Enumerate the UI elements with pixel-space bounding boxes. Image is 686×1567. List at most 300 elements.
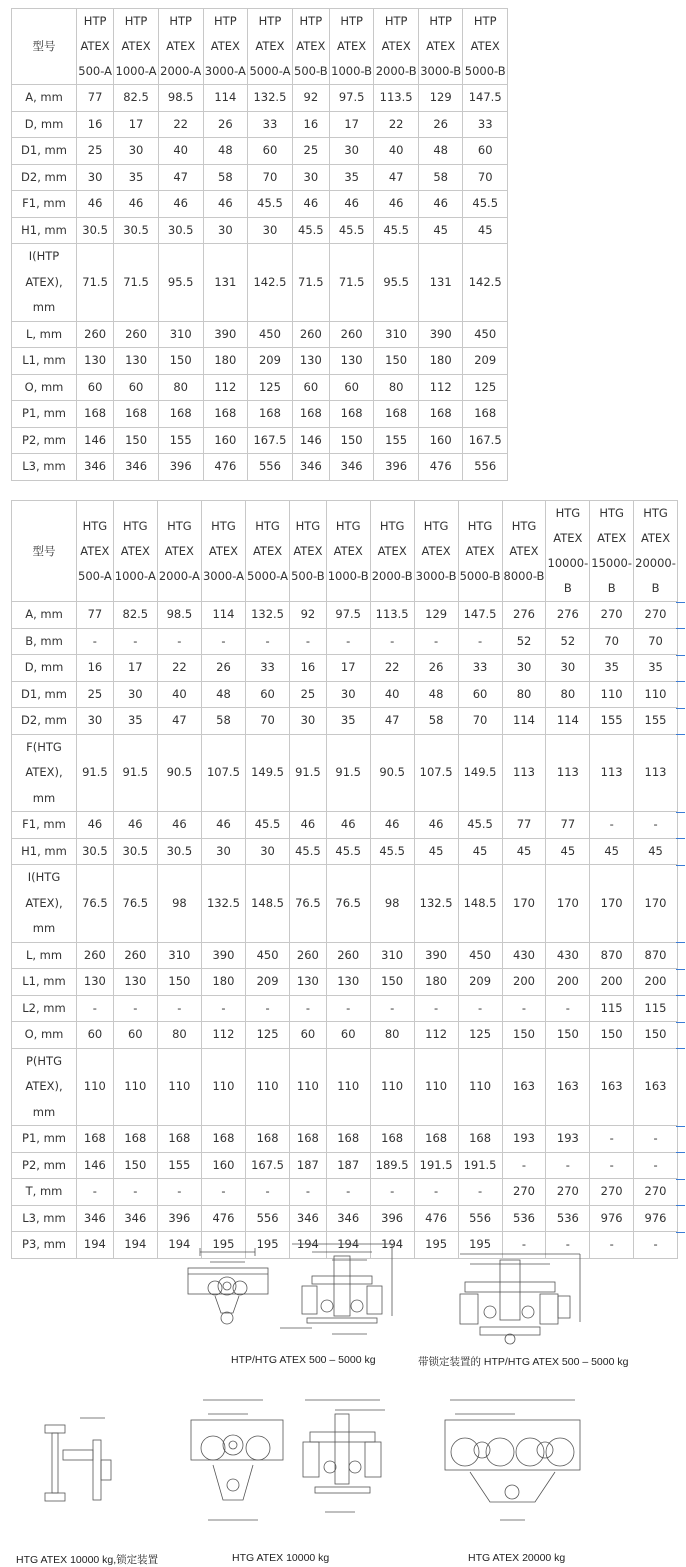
- row-edge-marker: [676, 655, 685, 656]
- table-cell: -: [326, 995, 370, 1022]
- table-cell: 77: [546, 812, 590, 839]
- table-cell: 30: [546, 655, 590, 682]
- table-cell: 976: [634, 1205, 678, 1232]
- table-cell: 390: [418, 321, 463, 348]
- table-cell: 80: [158, 374, 203, 401]
- header-row: [12, 501, 678, 602]
- table-cell: 48: [418, 138, 463, 165]
- table-cell: 30.5: [77, 838, 114, 865]
- table-cell: 46: [113, 812, 157, 839]
- table-cell: 155: [590, 708, 634, 735]
- table-cell: 46: [201, 812, 245, 839]
- table-cell: 26: [418, 111, 463, 138]
- table-cell: 180: [203, 348, 248, 375]
- table-cell: 270: [590, 1179, 634, 1206]
- row-label: L3, mm: [12, 454, 77, 481]
- table-cell: 97.5: [326, 602, 370, 629]
- table-cell: 76.5: [290, 865, 327, 943]
- table-cell: 976: [590, 1205, 634, 1232]
- table-cell: 48: [203, 138, 248, 165]
- table-cell: 47: [370, 708, 414, 735]
- table-cell: 130: [290, 969, 327, 996]
- table-cell: 209: [248, 348, 293, 375]
- table-cell: 193: [502, 1126, 546, 1153]
- table-cell: -: [414, 628, 458, 655]
- table-cell: 25: [77, 138, 114, 165]
- table-cell: 40: [374, 138, 419, 165]
- table-cell: 70: [634, 628, 678, 655]
- row-label: H1, mm: [12, 838, 77, 865]
- model-column-header: HTG ATEX 2000-B: [370, 501, 414, 602]
- table-cell: 60: [77, 1022, 114, 1049]
- table-cell: 45: [634, 838, 678, 865]
- table-row: [12, 348, 508, 375]
- table-cell: 22: [157, 655, 201, 682]
- table-cell: 46: [114, 191, 159, 218]
- table-cell: 870: [590, 942, 634, 969]
- table-cell: 142.5: [248, 244, 293, 322]
- table-cell: 98: [157, 865, 201, 943]
- table-cell: 163: [590, 1048, 634, 1126]
- table-cell: 148.5: [458, 865, 502, 943]
- table-cell: 45.5: [326, 838, 370, 865]
- table-cell: 48: [201, 681, 245, 708]
- table-cell: 146: [77, 427, 114, 454]
- row-label: L3, mm: [12, 1205, 77, 1232]
- table-cell: 45.5: [292, 217, 329, 244]
- table-cell: -: [246, 1179, 290, 1206]
- table-cell: -: [634, 1126, 678, 1153]
- table-cell: 200: [546, 969, 590, 996]
- table-cell: 47: [158, 164, 203, 191]
- model-column-header: HTP ATEX 500-A: [77, 9, 114, 85]
- table-cell: 430: [546, 942, 590, 969]
- table-row: [12, 655, 678, 682]
- table-row: [12, 85, 508, 112]
- table-cell: 46: [370, 812, 414, 839]
- table-cell: 260: [77, 321, 114, 348]
- table-cell: 160: [203, 427, 248, 454]
- row-label: B, mm: [12, 628, 77, 655]
- table-cell: 132.5: [414, 865, 458, 943]
- row-label: L, mm: [12, 321, 77, 348]
- table-row: [12, 1022, 678, 1049]
- table-cell: -: [414, 995, 458, 1022]
- table-cell: -: [458, 628, 502, 655]
- table-cell: 30.5: [77, 217, 114, 244]
- table-row: [12, 995, 678, 1022]
- table-cell: 60: [292, 374, 329, 401]
- row-label: L1, mm: [12, 969, 77, 996]
- table-cell: 77: [502, 812, 546, 839]
- row-edge-marker: [676, 942, 685, 943]
- table-cell: 536: [546, 1205, 590, 1232]
- table-cell: 450: [463, 321, 508, 348]
- table-cell: 76.5: [113, 865, 157, 943]
- table-row: [12, 164, 508, 191]
- table-cell: 194: [113, 1232, 157, 1259]
- table-cell: 80: [157, 1022, 201, 1049]
- caption-htg-10000: HTG ATEX 10000 kg: [232, 1552, 330, 1564]
- table-cell: 82.5: [114, 85, 159, 112]
- model-column-header: HTP ATEX 1000-B: [329, 9, 374, 85]
- table-row: [12, 734, 678, 812]
- table-cell: 142.5: [463, 244, 508, 322]
- table-cell: 130: [329, 348, 374, 375]
- spec-table-htp: [11, 8, 508, 481]
- table-cell: 60: [463, 138, 508, 165]
- table-cell: 155: [634, 708, 678, 735]
- model-column-header: HTP ATEX 500-B: [292, 9, 329, 85]
- table-cell: 71.5: [292, 244, 329, 322]
- row-edge-marker: [676, 969, 685, 970]
- table-cell: 35: [590, 655, 634, 682]
- table-cell: 346: [290, 1205, 327, 1232]
- table-cell: 71.5: [77, 244, 114, 322]
- table-cell: 98.5: [158, 85, 203, 112]
- row-edge-marker: [676, 602, 685, 603]
- table-cell: 396: [157, 1205, 201, 1232]
- table-cell: 450: [246, 942, 290, 969]
- table-cell: -: [370, 628, 414, 655]
- table-cell: 200: [634, 969, 678, 996]
- table-cell: 187: [326, 1152, 370, 1179]
- table-cell: 194: [370, 1232, 414, 1259]
- table-cell: 22: [374, 111, 419, 138]
- row-label: P(HTG ATEX), mm: [12, 1048, 77, 1126]
- table-cell: 167.5: [246, 1152, 290, 1179]
- table-row: [12, 321, 508, 348]
- row-edge-marker: [676, 812, 685, 813]
- table-cell: 114: [546, 708, 590, 735]
- table-cell: 60: [290, 1022, 327, 1049]
- table-cell: 150: [502, 1022, 546, 1049]
- table-cell: 17: [326, 655, 370, 682]
- table-cell: 45: [458, 838, 502, 865]
- table-cell: 30: [290, 708, 327, 735]
- table-cell: -: [502, 1152, 546, 1179]
- table-cell: 148.5: [246, 865, 290, 943]
- table-cell: 98.5: [157, 602, 201, 629]
- table-cell: -: [546, 995, 590, 1022]
- table-cell: 110: [157, 1048, 201, 1126]
- row-label: H1, mm: [12, 217, 77, 244]
- table-cell: 90.5: [157, 734, 201, 812]
- table-cell: -: [157, 628, 201, 655]
- table-cell: 46: [203, 191, 248, 218]
- table-cell: 45.5: [458, 812, 502, 839]
- table-cell: 125: [248, 374, 293, 401]
- table-cell: 46: [326, 812, 370, 839]
- model-column-header: HTP ATEX 5000-A: [248, 9, 293, 85]
- model-column-header: HTG ATEX 1000-B: [326, 501, 370, 602]
- table-cell: 110: [201, 1048, 245, 1126]
- table-cell: 30: [248, 217, 293, 244]
- table-cell: 125: [463, 374, 508, 401]
- table-cell: 45.5: [463, 191, 508, 218]
- table-cell: 45.5: [246, 812, 290, 839]
- table-cell: 113: [546, 734, 590, 812]
- table-cell: 46: [290, 812, 327, 839]
- table-cell: 91.5: [77, 734, 114, 812]
- model-column-header: HTG ATEX 3000-B: [414, 501, 458, 602]
- table-cell: 150: [590, 1022, 634, 1049]
- table-cell: 58: [201, 708, 245, 735]
- table-cell: 396: [158, 454, 203, 481]
- table-row: [12, 138, 508, 165]
- table-cell: 22: [158, 111, 203, 138]
- table-cell: 132.5: [246, 602, 290, 629]
- table-cell: 147.5: [458, 602, 502, 629]
- table-cell: 346: [77, 1205, 114, 1232]
- table-cell: 30: [113, 681, 157, 708]
- table-cell: 25: [77, 681, 114, 708]
- table-cell: 195: [458, 1232, 502, 1259]
- table-cell: 168: [203, 401, 248, 428]
- table-cell: 16: [77, 655, 114, 682]
- table-cell: 47: [157, 708, 201, 735]
- table-cell: 260: [326, 942, 370, 969]
- model-column-header: HTG ATEX 500-A: [77, 501, 114, 602]
- table-cell: 58: [418, 164, 463, 191]
- table-cell: 170: [590, 865, 634, 943]
- table-cell: 168: [463, 401, 508, 428]
- table-cell: -: [113, 1179, 157, 1206]
- table-cell: 195: [201, 1232, 245, 1259]
- table-cell: 346: [329, 454, 374, 481]
- table-cell: 35: [329, 164, 374, 191]
- table-cell: 76.5: [77, 865, 114, 943]
- table-cell: 110: [634, 681, 678, 708]
- table-cell: 45: [463, 217, 508, 244]
- table-cell: 476: [414, 1205, 458, 1232]
- row-label: A, mm: [12, 85, 77, 112]
- table-cell: 48: [414, 681, 458, 708]
- table-cell: 30: [114, 138, 159, 165]
- table-row: [12, 401, 508, 428]
- table-cell: 146: [292, 427, 329, 454]
- table-cell: 163: [502, 1048, 546, 1126]
- table-cell: 58: [414, 708, 458, 735]
- table-cell: 40: [370, 681, 414, 708]
- table-cell: 132.5: [201, 865, 245, 943]
- row-label: P2, mm: [12, 427, 77, 454]
- table-cell: 110: [326, 1048, 370, 1126]
- table-cell: 430: [502, 942, 546, 969]
- table-cell: 77: [77, 85, 114, 112]
- table-cell: 310: [374, 321, 419, 348]
- table-row: [12, 681, 678, 708]
- table-row: [12, 865, 678, 943]
- table-cell: 168: [326, 1126, 370, 1153]
- table-cell: 194: [157, 1232, 201, 1259]
- model-column-header: HTG ATEX 2000-A: [157, 501, 201, 602]
- row-label: L2, mm: [12, 995, 77, 1022]
- table-cell: 46: [158, 191, 203, 218]
- table-cell: -: [326, 1179, 370, 1206]
- table-cell: 168: [77, 1126, 114, 1153]
- row-edge-marker: [676, 1152, 685, 1153]
- table-cell: 150: [374, 348, 419, 375]
- table-cell: 60: [248, 138, 293, 165]
- table-cell: 70: [458, 708, 502, 735]
- table-cell: 260: [113, 942, 157, 969]
- table-cell: 209: [463, 348, 508, 375]
- table-cell: 191.5: [414, 1152, 458, 1179]
- table-cell: 130: [77, 969, 114, 996]
- table-cell: -: [326, 628, 370, 655]
- table-cell: 270: [634, 602, 678, 629]
- table-cell: 107.5: [414, 734, 458, 812]
- table-cell: -: [634, 1232, 678, 1259]
- table-row: [12, 969, 678, 996]
- table-cell: 130: [113, 969, 157, 996]
- table-cell: 113: [502, 734, 546, 812]
- table-cell: 70: [463, 164, 508, 191]
- table-cell: -: [290, 995, 327, 1022]
- table-cell: 46: [292, 191, 329, 218]
- table-row: [12, 374, 508, 401]
- table-cell: 170: [546, 865, 590, 943]
- row-edge-marker: [676, 838, 685, 839]
- table-cell: 45.5: [370, 838, 414, 865]
- table-cell: 26: [201, 655, 245, 682]
- table-cell: -: [502, 1232, 546, 1259]
- table-cell: 30.5: [158, 217, 203, 244]
- table-cell: 209: [458, 969, 502, 996]
- table-cell: 33: [458, 655, 502, 682]
- row-edge-marker: [676, 708, 685, 709]
- table-cell: -: [201, 628, 245, 655]
- table-cell: 260: [329, 321, 374, 348]
- row-label: D, mm: [12, 655, 77, 682]
- table-cell: 260: [292, 321, 329, 348]
- table-cell: 260: [114, 321, 159, 348]
- row-label: D1, mm: [12, 681, 77, 708]
- table-cell: 150: [157, 969, 201, 996]
- table-row: [12, 244, 508, 322]
- table-cell: 193: [546, 1126, 590, 1153]
- row-edge-marker: [676, 681, 685, 682]
- table-cell: 870: [634, 942, 678, 969]
- table-cell: 114: [201, 602, 245, 629]
- table-cell: 22: [370, 655, 414, 682]
- table-cell: 60: [77, 374, 114, 401]
- table-cell: 260: [77, 942, 114, 969]
- table-cell: 45.5: [248, 191, 293, 218]
- table-cell: -: [370, 995, 414, 1022]
- table-cell: 390: [201, 942, 245, 969]
- table-cell: 98: [370, 865, 414, 943]
- table-cell: 60: [246, 681, 290, 708]
- table-cell: 129: [414, 602, 458, 629]
- table-row: [12, 191, 508, 218]
- table-cell: 450: [458, 942, 502, 969]
- table-cell: 270: [502, 1179, 546, 1206]
- table-cell: 191.5: [458, 1152, 502, 1179]
- table-cell: 390: [203, 321, 248, 348]
- table-cell: 70: [246, 708, 290, 735]
- table-cell: 150: [370, 969, 414, 996]
- table-cell: 52: [546, 628, 590, 655]
- row-edge-marker: [676, 1048, 685, 1049]
- table-cell: 168: [158, 401, 203, 428]
- table-cell: -: [370, 1179, 414, 1206]
- row-edge-marker: [676, 995, 685, 996]
- table-cell: 25: [290, 681, 327, 708]
- table-cell: 77: [77, 602, 114, 629]
- table-cell: 35: [113, 708, 157, 735]
- table-cell: 276: [502, 602, 546, 629]
- table-cell: 129: [418, 85, 463, 112]
- table-cell: 45: [418, 217, 463, 244]
- table-cell: 113.5: [374, 85, 419, 112]
- table-cell: 130: [326, 969, 370, 996]
- table-cell: 187: [290, 1152, 327, 1179]
- table-cell: -: [246, 628, 290, 655]
- table-cell: 346: [326, 1205, 370, 1232]
- table-cell: 189.5: [370, 1152, 414, 1179]
- table-cell: 90.5: [370, 734, 414, 812]
- row-label: D, mm: [12, 111, 77, 138]
- table-cell: 194: [77, 1232, 114, 1259]
- table-cell: 46: [157, 812, 201, 839]
- row-label: P2, mm: [12, 1152, 77, 1179]
- table-cell: 46: [77, 191, 114, 218]
- table-cell: 115: [590, 995, 634, 1022]
- table-cell: 146: [77, 1152, 114, 1179]
- drawing-htg10000-side: [295, 1392, 390, 1537]
- table-cell: 131: [203, 244, 248, 322]
- model-column-header: HTG ATEX 1000-A: [113, 501, 157, 602]
- model-column-header: HTG ATEX 8000-B: [502, 501, 546, 602]
- table-row: [12, 1205, 678, 1232]
- row-edge-marker: [676, 1126, 685, 1127]
- drawing-lock-device: [35, 1410, 130, 1530]
- table-cell: 168: [246, 1126, 290, 1153]
- table-cell: -: [590, 1152, 634, 1179]
- table-cell: 35: [326, 708, 370, 735]
- row-label: O, mm: [12, 1022, 77, 1049]
- table-cell: 168: [290, 1126, 327, 1153]
- table-cell: 155: [374, 427, 419, 454]
- drawing-trolley-side: [272, 1236, 400, 1346]
- table-cell: 168: [374, 401, 419, 428]
- row-label: O, mm: [12, 374, 77, 401]
- table-cell: 92: [290, 602, 327, 629]
- table-cell: 556: [458, 1205, 502, 1232]
- table-cell: 556: [463, 454, 508, 481]
- table-cell: -: [246, 995, 290, 1022]
- row-edge-marker: [676, 734, 685, 735]
- table-cell: 168: [77, 401, 114, 428]
- row-label: F(HTG ATEX), mm: [12, 734, 77, 812]
- table-cell: 35: [114, 164, 159, 191]
- table-cell: 556: [248, 454, 293, 481]
- table-cell: 76.5: [326, 865, 370, 943]
- table-cell: 167.5: [463, 427, 508, 454]
- table-cell: 60: [458, 681, 502, 708]
- row-label: F1, mm: [12, 191, 77, 218]
- table-cell: 40: [157, 681, 201, 708]
- table-cell: 33: [248, 111, 293, 138]
- table-cell: 163: [546, 1048, 590, 1126]
- table-cell: -: [414, 1179, 458, 1206]
- table-cell: 30: [77, 164, 114, 191]
- model-column-header: HTG ATEX 20000- B: [634, 501, 678, 602]
- table-cell: 91.5: [113, 734, 157, 812]
- table-row: [12, 111, 508, 138]
